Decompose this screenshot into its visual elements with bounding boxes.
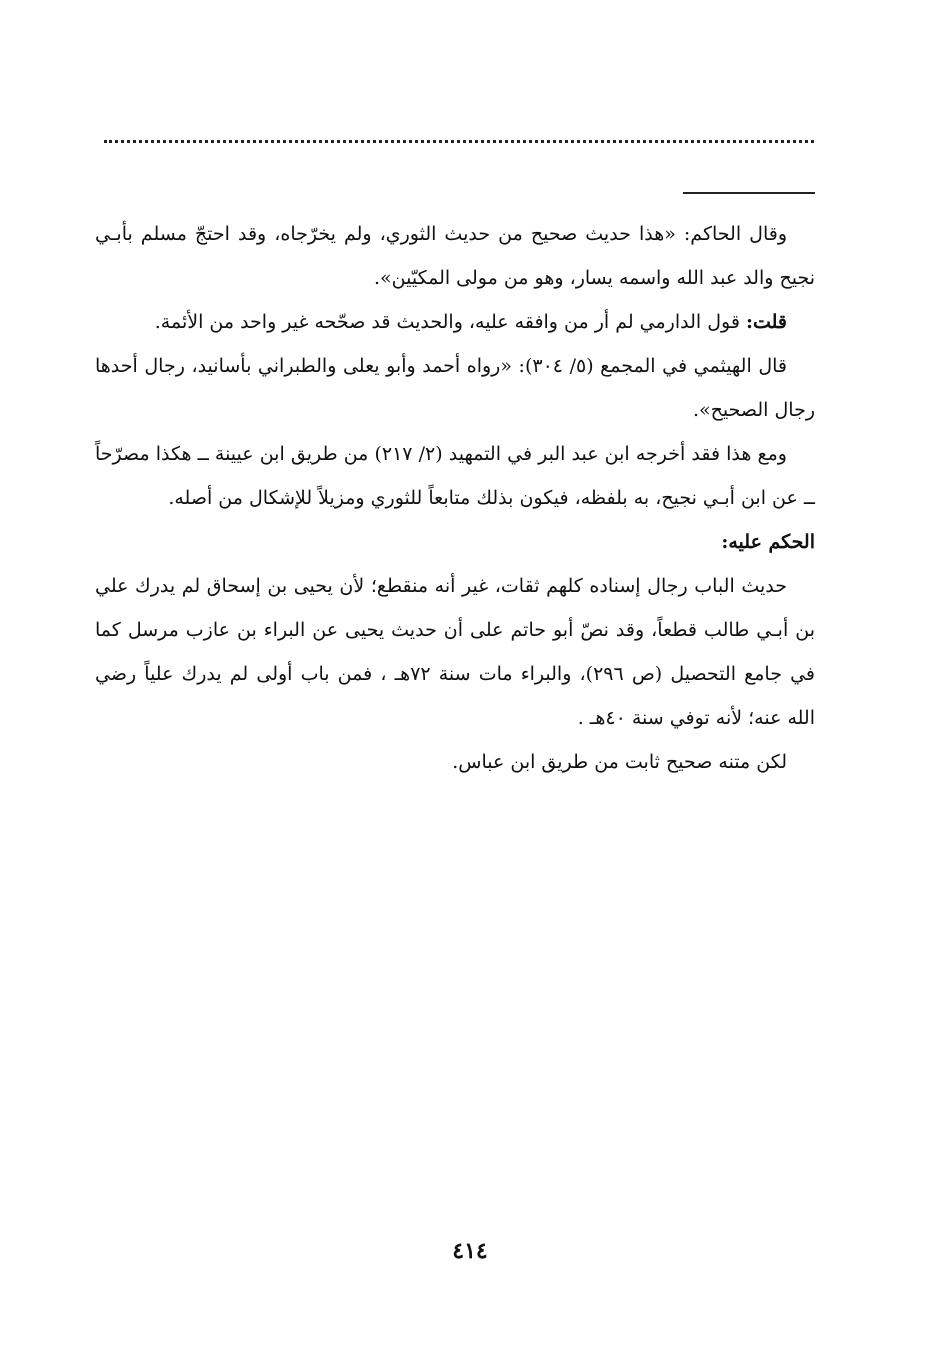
paragraph-text: قال الهيثمي في المجمع (٥/ ٣٠٤): «رواه أحمد وأبو يعلى والطبراني بأسانيد، رجال أحدها رجال الصحيح». [95, 355, 815, 421]
paragraph-text: ومع هذا فقد أخرجه ابن عبد البر في التمهيد (٢/ ٢١٧) من طريق ابن عيينة ــ هكذا مصرّحاً ــ عن ابن أبـي نجيح، به بلفظه، فيكون بذلك متابعاً للثوري ومزيلاً للإشكال من أصله. [95, 443, 815, 509]
paragraph-text: وقال الحاكم: «هذا حديث صحيح من حديث الثوري، ولم يخرّجاه، وقد احتجّ مسلم بأبـي نجيح والد عبد الله واسمه يسار، وهو من مولى المكيّين». [95, 223, 815, 289]
paragraph-text: لكن متنه صحيح ثابت من طريق ابن عباس. [452, 751, 787, 773]
footnote-rule [683, 192, 815, 194]
paragraph-qultu [95, 300, 815, 344]
paragraph-conclusion [95, 740, 815, 784]
page-number: ٤١٤ [452, 1238, 488, 1264]
paragraph-ruling [95, 564, 815, 740]
paragraph-hakim [95, 212, 815, 300]
paragraph-text: قول الدارمي لم أر من وافقه عليه، والحديث قد صحّحه غير واحد من الأئمة. [154, 311, 746, 333]
paragraph-text: حديث الباب رجال إسناده كلهم ثقات، غير أنه منقطع؛ لأن يحيى بن إسحاق لم يدرك علي بن أبـي طالب قطعاً، وقد نصّ أبو حاتم على أن حديث يحيى عن البراء بن عازب مرسل كما في جامع التحصيل (ص ٢٩٦)، والبراء مات سنة ٧٢هـ ، فمن باب أولى لم يدرك علياً رضي الله عنه؛ لأنه توفي سنة ٤٠هـ . [95, 575, 816, 729]
page-body [95, 212, 815, 784]
paragraph-ibn-abd-al-barr [95, 432, 815, 520]
dotted-separator [104, 140, 814, 143]
section-heading: الحكم عليه: [721, 531, 815, 553]
paragraph-haythami [95, 344, 815, 432]
paragraph-lead: قلت: [745, 311, 787, 333]
